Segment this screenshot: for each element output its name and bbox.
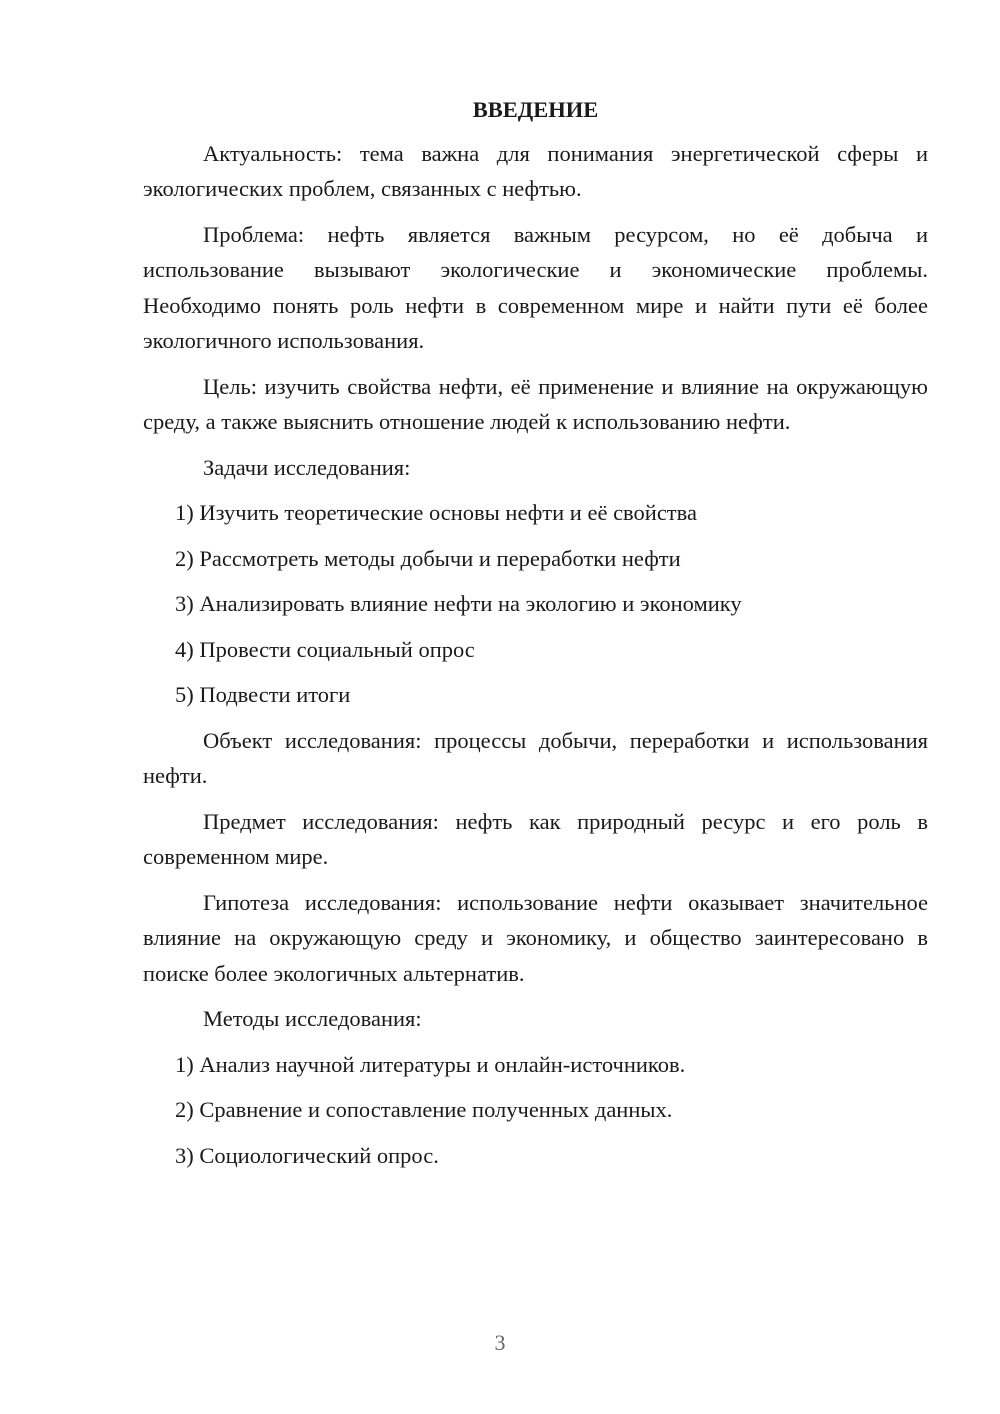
paragraph-goal: Цель: изучить свойства нефти, её применение и влияние на окружающую среду, а также выяснить отношение людей к использованию нефти. <box>143 373 928 434</box>
list-item: 2) Сравнение и сопоставление полученных данных. <box>175 1097 673 1122</box>
page-number: 3 <box>494 1330 506 1355</box>
list-item: 5) Подвести итоги <box>175 682 351 707</box>
paragraph-hypothesis: Гипотеза исследования: использование нефти оказывает значительное влияние на окружающую среду и экономику, и общество заинтересовано в поиске более экологичных альтернатив. <box>143 889 928 986</box>
paragraph-problem: Проблема: нефть является важным ресурсом, но её добыча и использование вызывают экологические и экономические проблемы. Необходимо понять роль нефти в современном мире и найти пути её более экологичного использования. <box>143 221 928 353</box>
list-item: 3) Социологический опрос. <box>175 1142 439 1168</box>
paragraph-subject: Предмет исследования: нефть как природный ресурс и его роль в современном мире. <box>143 808 928 869</box>
methods-heading: Методы исследования: <box>203 1006 422 1031</box>
methods-list <box>143 1047 928 1174</box>
tasks-heading: Задачи исследования: <box>203 454 411 480</box>
list-item: 1) Анализ научной литературы и онлайн-источников. <box>175 1051 686 1077</box>
document-page <box>143 92 928 1183</box>
page-title: ВВЕДЕНИЕ <box>472 97 599 122</box>
list-item: 1) Изучить теоретические основы нефти и её свойства <box>175 500 697 525</box>
tasks-list <box>143 495 928 713</box>
list-item: 4) Провести социальный опрос <box>175 636 475 662</box>
list-item: 3) Анализировать влияние нефти на экологию и экономику <box>175 591 742 616</box>
list-item: 2) Рассмотреть методы добычи и переработки нефти <box>175 545 681 571</box>
paragraph-object: Объект исследования: процессы добычи, переработки и использования нефти. <box>143 727 928 788</box>
paragraph-relevance: Актуальность: тема важна для понимания энергетической сферы и экологических проблем, связанных с нефтью. <box>143 140 928 201</box>
